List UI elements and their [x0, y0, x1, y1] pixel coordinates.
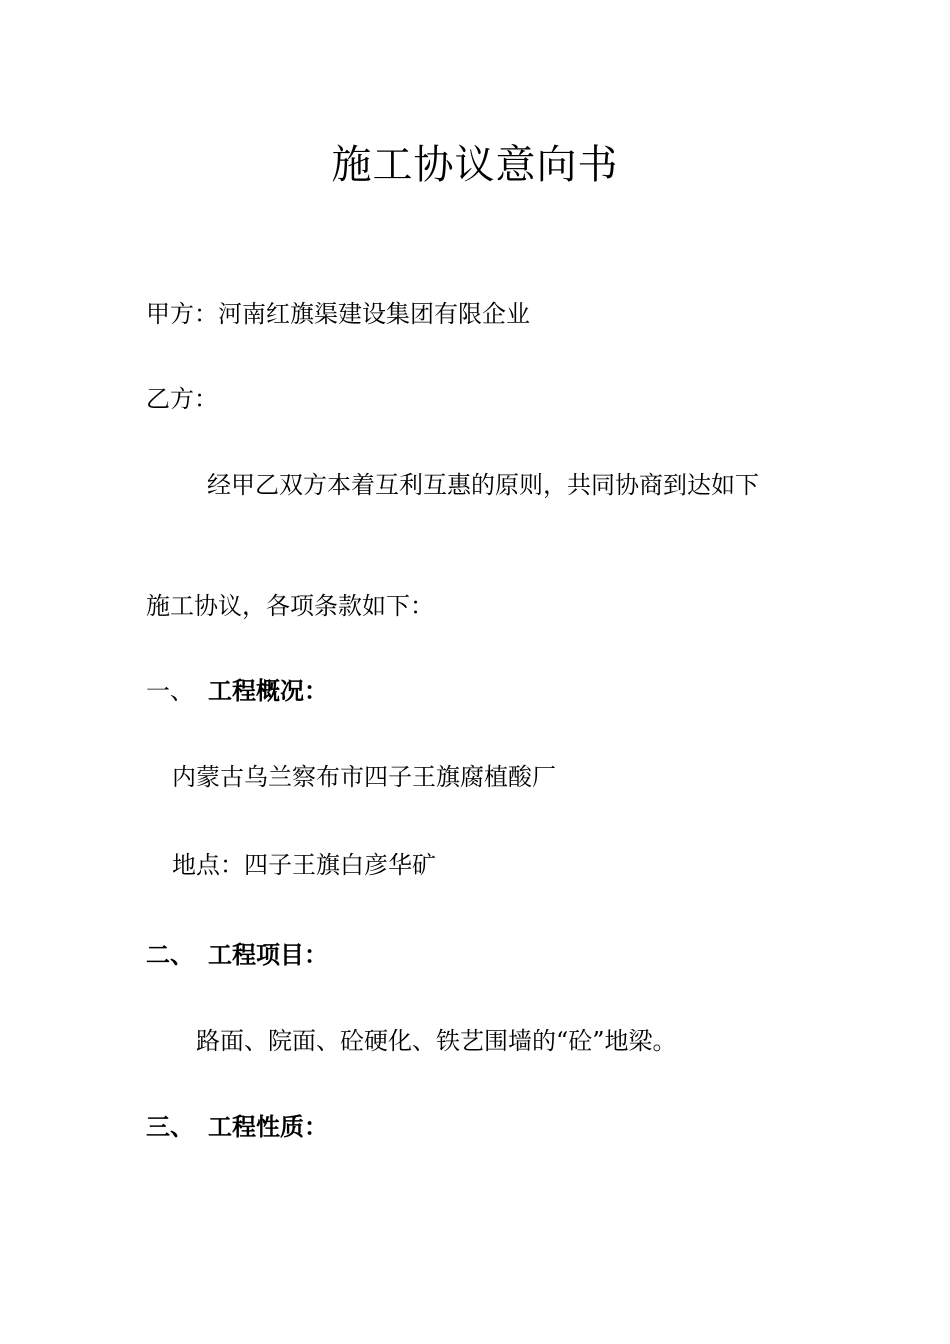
section-1-title: 工程概况： [208, 677, 328, 705]
section-2-heading [146, 939, 328, 971]
party-b-line: 乙方： [146, 385, 218, 413]
section-3-heading [146, 1111, 328, 1143]
section-2-number: 二、 [146, 941, 194, 969]
section-2-title: 工程项目： [208, 941, 328, 969]
intro-paragraph-line-2: 施工协议，各项条款如下： [146, 592, 434, 620]
section-2-line-1: 路面、院面、砼硬化、铁艺围墙的“砼”地梁。 [196, 1027, 677, 1055]
party-a-line: 甲方：河南红旗渠建设集团有限企业 [146, 300, 530, 328]
section-1-number: 一、 [146, 677, 194, 705]
section-3-number: 三、 [146, 1113, 194, 1141]
section-1-heading [146, 675, 328, 707]
intro-paragraph-line-1: 经甲乙双方本着互利互惠的原则，共同协商到达如下 [207, 471, 759, 499]
section-1-line-1: 内蒙古乌兰察布市四子王旗腐植酸厂 [172, 763, 556, 791]
document-title: 施工协议意向书 [331, 142, 619, 188]
section-3-title: 工程性质： [208, 1113, 328, 1141]
section-1-line-2: 地点：四子王旗白彦华矿 [172, 851, 436, 879]
